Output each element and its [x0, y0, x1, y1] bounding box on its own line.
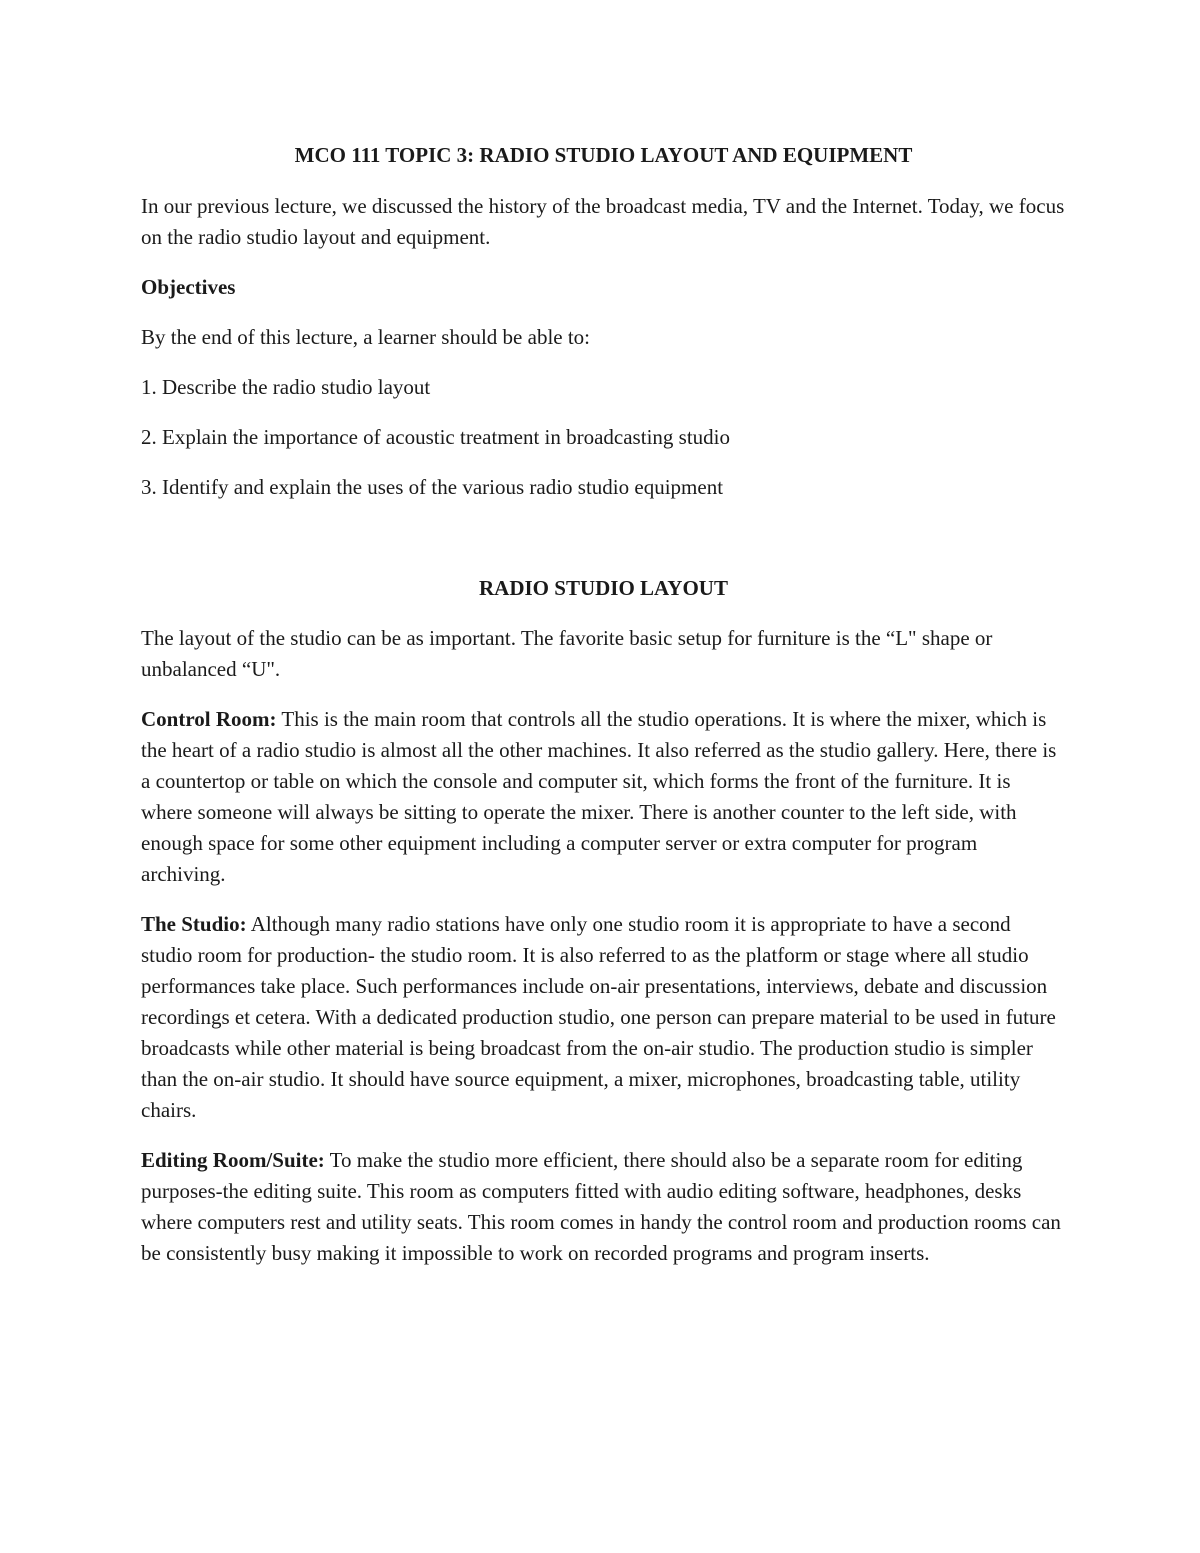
layout-intro-paragraph: The layout of the studio can be as important. The favorite basic setup for furniture is the “L" shape or unbalanced “U".	[141, 626, 993, 681]
layout-heading: RADIO STUDIO LAYOUT	[479, 576, 728, 600]
editing-room-paragraph	[141, 1145, 1066, 1269]
studio-term: The Studio:	[141, 912, 247, 936]
editing-room-text: To make the studio more efficient, there should also be a separate room for editing purposes-the editing suite. This room as computers fitted with audio editing software, headphones, desks where computers rest and utility seats. This room comes in handy the control room and production rooms can be consistently busy making it impossible to work on recorded programs and program inserts.	[141, 1148, 1061, 1265]
section-spacer	[141, 522, 1066, 573]
objective-item-3: 3. Identify and explain the uses of the various radio studio equipment	[141, 475, 724, 499]
editing-room-term: Editing Room/Suite:	[141, 1148, 325, 1172]
studio-text: Although many radio stations have only one studio room it is appropriate to have a second studio room for production- the studio room. It is also referred to as the platform or stage where all studio performances take place. Such performances include on-air presentations, interviews, debate and discussion recordings et cetera. With a dedicated production studio, one person can prepare material to be used in future broadcasts while other material is being broadcast from the on-air studio. The production studio is simpler than the on-air studio. It should have source equipment, a mixer, microphones, broadcasting table, utility chairs.	[141, 912, 1056, 1122]
objective-item-2: 2. Explain the importance of acoustic treatment in broadcasting studio	[141, 425, 730, 449]
objective-item-1: 1. Describe the radio studio layout	[141, 375, 431, 399]
control-room-term: Control Room:	[141, 707, 277, 731]
document-title: MCO 111 TOPIC 3: RADIO STUDIO LAYOUT AND EQUIPMENT	[294, 143, 913, 167]
control-room-paragraph	[141, 704, 1066, 890]
studio-paragraph	[141, 909, 1066, 1126]
intro-paragraph: In our previous lecture, we discussed the history of the broadcast media, TV and the Internet. Today, we focus on the radio studio layout and equipment.	[141, 194, 1065, 249]
control-room-text: This is the main room that controls all the studio operations. It is where the mixer, which is the heart of a radio studio is almost all the other machines. It also referred as the studio gallery. Here, there is a countertop or table on which the console and computer sit, which forms the front of the furniture. It is where someone will always be sitting to operate the mixer. There is another counter to the left side, with enough space for some other equipment including a computer server or extra computer for program archiving.	[141, 707, 1057, 886]
objectives-lead: By the end of this lecture, a learner should be able to:	[141, 325, 591, 349]
document-page	[141, 140, 1066, 1288]
objectives-heading: Objectives	[141, 275, 236, 299]
